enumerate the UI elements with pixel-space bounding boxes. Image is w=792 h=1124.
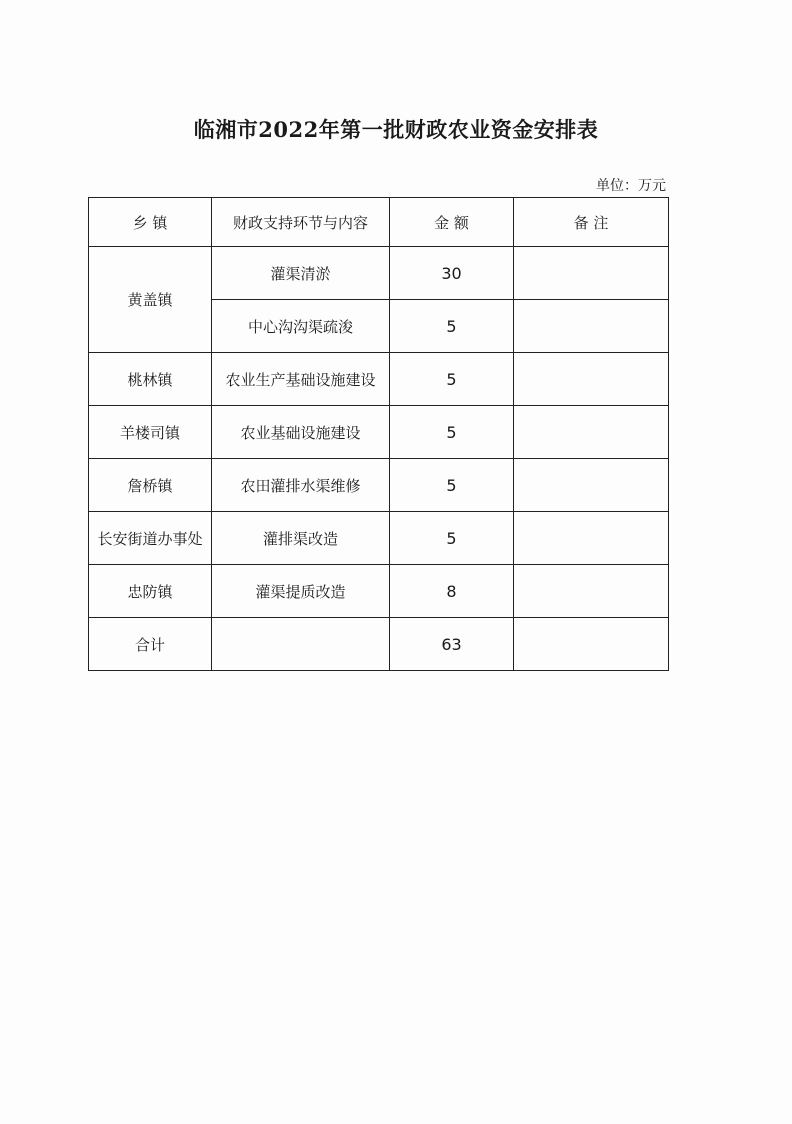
total-label: 合计 (89, 618, 212, 671)
table-row (89, 406, 669, 459)
table-row (89, 565, 669, 618)
table-total-row (89, 618, 669, 671)
cell-amount: 30 (390, 247, 514, 300)
total-note (514, 618, 669, 671)
table-row (89, 247, 669, 300)
cell-note (514, 459, 669, 512)
cell-note (514, 247, 669, 300)
cell-content: 农业生产基础设施建设 (212, 353, 390, 406)
cell-note (514, 406, 669, 459)
cell-township: 黄盖镇 (89, 247, 212, 353)
table-row (89, 512, 669, 565)
cell-township: 长安街道办事处 (89, 512, 212, 565)
cell-content: 农业基础设施建设 (212, 406, 390, 459)
cell-amount: 8 (390, 565, 514, 618)
cell-note (514, 353, 669, 406)
header-content: 财政支持环节与内容 (212, 198, 390, 247)
fund-table (88, 197, 669, 671)
cell-note (514, 565, 669, 618)
cell-amount: 5 (390, 353, 514, 406)
table-row (89, 459, 669, 512)
table-row (89, 353, 669, 406)
unit-label: 单位：万元 (596, 178, 666, 194)
total-content (212, 618, 390, 671)
cell-township: 忠防镇 (89, 565, 212, 618)
header-amount: 金 额 (390, 198, 514, 247)
header-note: 备 注 (514, 198, 669, 247)
cell-content: 灌渠提质改造 (212, 565, 390, 618)
cell-content: 灌渠清淤 (212, 247, 390, 300)
table-header-row (89, 198, 669, 247)
cell-amount: 5 (390, 459, 514, 512)
cell-township: 羊楼司镇 (89, 406, 212, 459)
cell-note (514, 300, 669, 353)
cell-township: 桃林镇 (89, 353, 212, 406)
cell-amount: 5 (390, 512, 514, 565)
cell-township: 詹桥镇 (89, 459, 212, 512)
cell-content: 灌排渠改造 (212, 512, 390, 565)
cell-amount: 5 (390, 300, 514, 353)
document-title: 临湘市2022年第一批财政农业资金安排表 (193, 117, 599, 142)
header-township: 乡 镇 (89, 198, 212, 247)
cell-content: 中心沟沟渠疏浚 (212, 300, 390, 353)
cell-content: 农田灌排水渠维修 (212, 459, 390, 512)
total-amount: 63 (390, 618, 514, 671)
cell-amount: 5 (390, 406, 514, 459)
cell-note (514, 512, 669, 565)
